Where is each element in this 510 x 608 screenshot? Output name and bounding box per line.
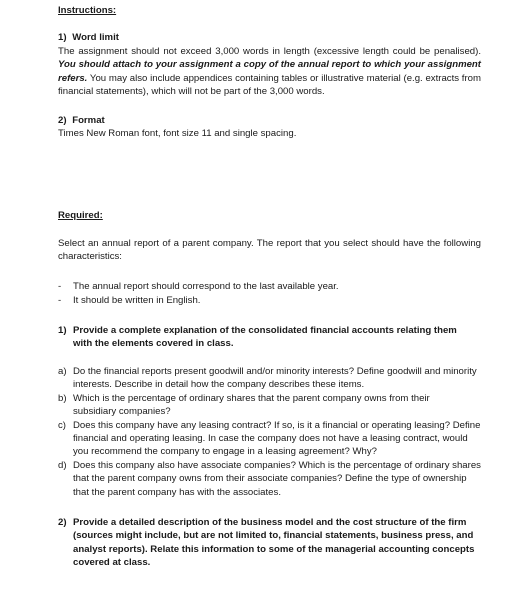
- list-item: [58, 365, 483, 392]
- word-limit-attach-note: You should attach to your assignment a copy of the annual report to which your assignment refers.: [58, 59, 481, 84]
- question-2-number: 2): [58, 517, 67, 528]
- word-limit-title: Word limit: [72, 32, 119, 43]
- word-limit-heading: [58, 31, 119, 44]
- intro-text: Select an annual report of a parent company. The report that you select should have the following characteristics:: [58, 238, 481, 263]
- sub-question-text: Does this company have any leasing contract? If so, is it a financial or operating leasing? Define financial and operating leasing. In case the company does not have a leasing contract, would you recommend the company to engage in a leasing agreement? Why?: [73, 419, 481, 458]
- sub-question-text: Which is the percentage of ordinary shares that the parent company owns from their subsidiary companies?: [73, 392, 430, 418]
- sub-question-label: d): [58, 459, 67, 471]
- word-limit-text-2: You may also include appendices containing tables or illustrative material (e.g. extracts from financial statements), which will not be part of the 3,000 words.: [58, 72, 481, 98]
- format-heading: [58, 114, 105, 127]
- bullet-dash: -: [58, 295, 62, 306]
- sub-question-text: Do the financial reports present goodwill and/or minority interests? Define goodwill and minority interests. Describe in detail how the company describes these items.: [73, 366, 477, 391]
- list-item: [58, 294, 478, 308]
- list-item: [58, 459, 483, 499]
- sub-questions-list: [58, 365, 483, 499]
- characteristic-text: The annual report should correspond to the last available year.: [73, 281, 339, 292]
- question-1: [58, 324, 478, 351]
- instructions-heading: Instructions:: [58, 5, 117, 16]
- sub-question-label: a): [58, 366, 67, 377]
- question-2-text: Provide a detailed description of the business model and the cost structure of the firm (sources might include, but are not limited to, financial statements, business press, and analyst reports). Relate this information to some of the managerial accounting concepts covered at class.: [73, 517, 475, 569]
- sub-question-text: Does this company also have associate companies? Which is the percentage of ordinary shares that the parent company owns from their associate companies? Define the type of ownership that the parent company has with the associates.: [73, 459, 481, 498]
- characteristics-list: [58, 280, 478, 308]
- question-1-text: Provide a complete explanation of the consolidated financial accounts relating them with the elements covered in class.: [73, 325, 457, 350]
- word-limit-text: [58, 45, 481, 99]
- characteristic-text: It should be written in English.: [73, 295, 201, 306]
- list-item: [58, 280, 478, 294]
- question-1-number: 1): [58, 325, 67, 336]
- format-text: Times New Roman font, font size 11 and single spacing.: [58, 128, 297, 139]
- sub-question-label: c): [58, 419, 66, 431]
- bullet-dash: -: [58, 281, 62, 292]
- format-number: 2): [58, 115, 67, 126]
- list-item: [58, 419, 483, 459]
- list-item: [58, 392, 483, 419]
- required-heading: Required:: [58, 210, 103, 221]
- format-title: Format: [72, 115, 105, 126]
- word-limit-text-1: The assignment should not exceed 3,000 words in length (excessive length could be penalised).: [58, 46, 481, 57]
- sub-question-label: b): [58, 392, 67, 404]
- word-limit-number: 1): [58, 32, 67, 43]
- question-2: [58, 516, 483, 570]
